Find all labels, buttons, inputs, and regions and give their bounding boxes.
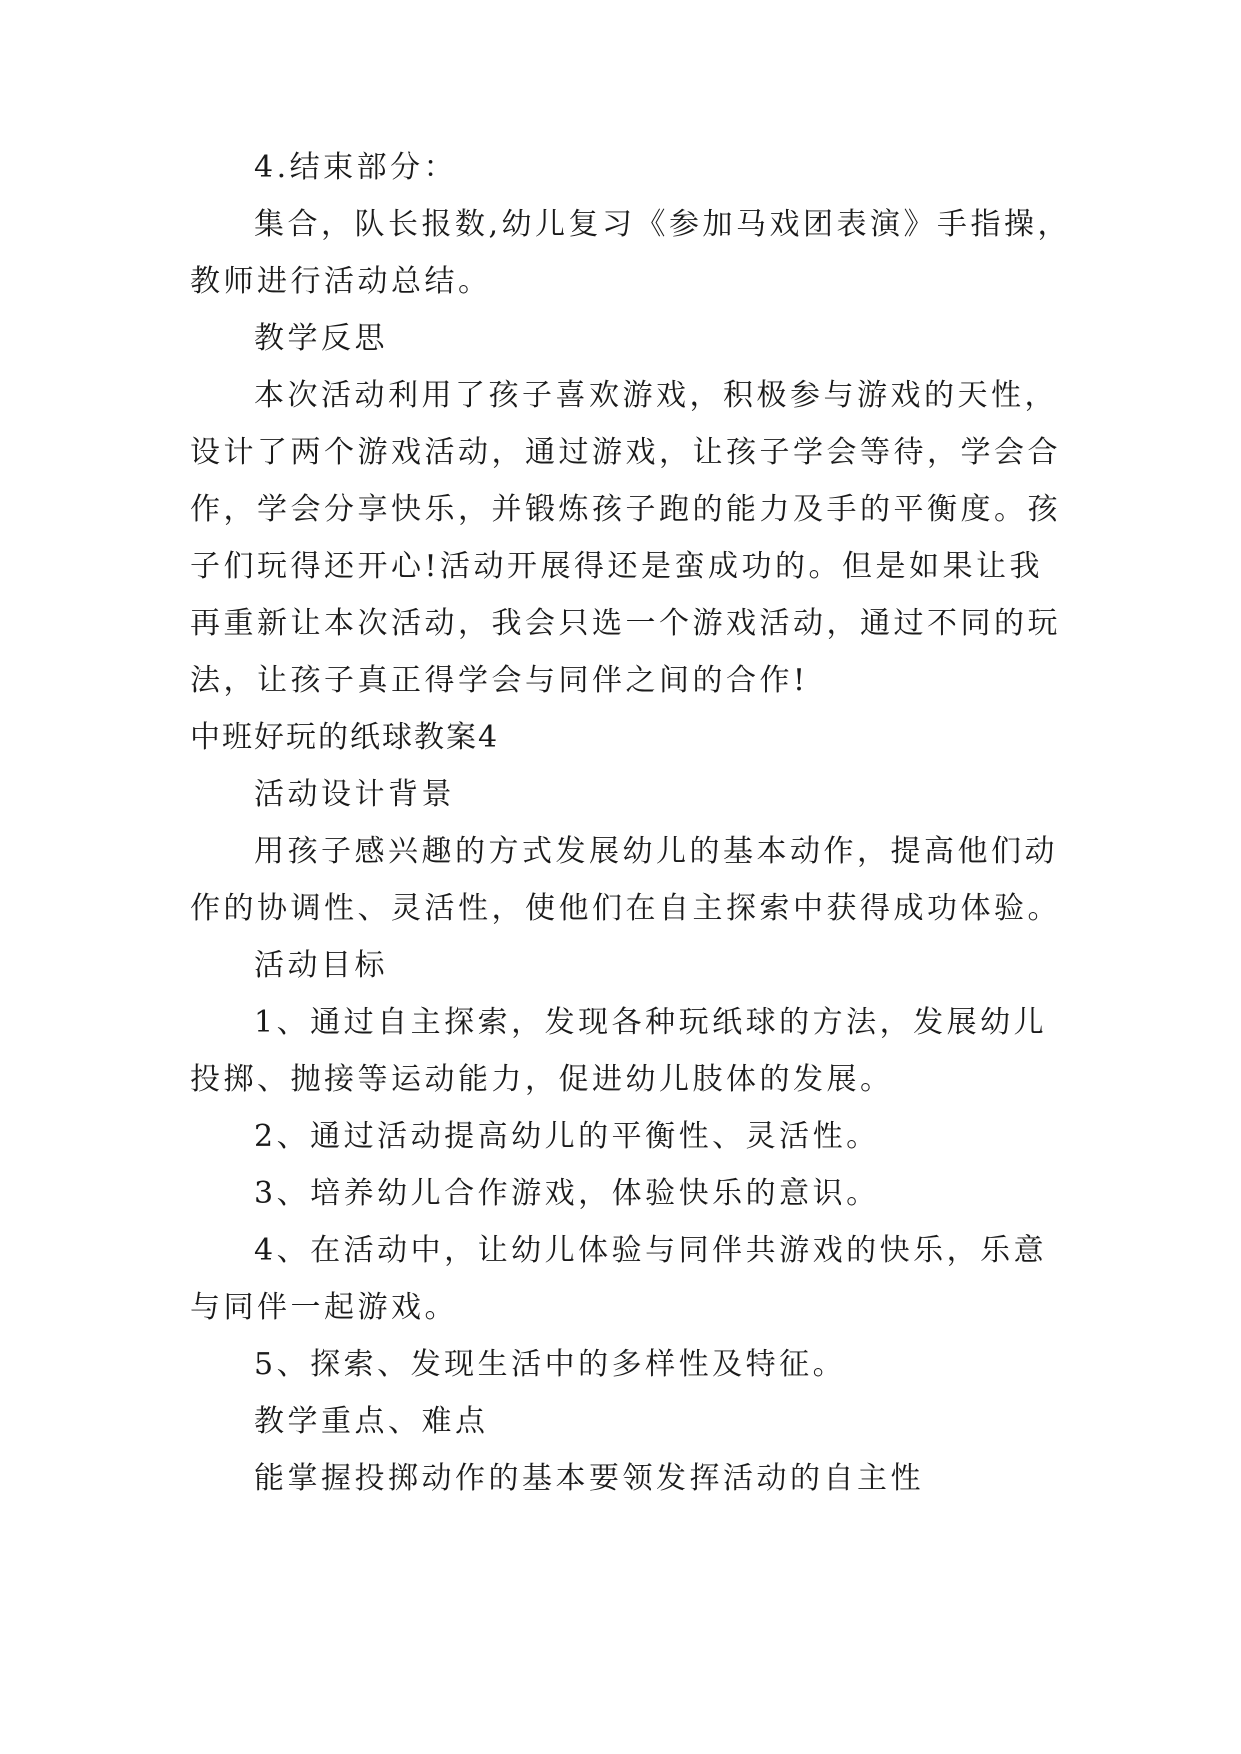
objective-item: 1、通过自主探索，发现各种玩纸球的方法，发展幼儿 — [254, 1005, 1048, 1040]
paragraph-line: 本次活动利用了孩子喜欢游戏，积极参与游戏的天性， — [254, 378, 1058, 413]
objective-item: 2、通过活动提高幼儿的平衡性、灵活性。 — [254, 1119, 880, 1154]
paragraph-line: 集合，队长报数,幼儿复习《参加马戏团表演》手指操， — [254, 207, 1072, 242]
objective-item: 3、培养幼儿合作游戏，体验快乐的意识。 — [254, 1176, 880, 1211]
section-heading-ending: 4.结束部分： — [254, 150, 458, 185]
objective-item: 4、在活动中，让幼儿体验与同伴共游戏的快乐，乐意 — [254, 1233, 1048, 1268]
objective-item: 5、探索、发现生活中的多样性及特征。 — [254, 1347, 847, 1382]
section-heading-objectives: 活动目标 — [254, 948, 388, 983]
section-heading-reflection: 教学反思 — [254, 321, 388, 356]
paragraph-line: 法，让孩子真正得学会与同伴之间的合作! — [190, 663, 809, 698]
objective-item-continued: 投掷、抛接等运动能力，促进幼儿肢体的发展。 — [190, 1062, 894, 1097]
paragraph-line: 子们玩得还开心!活动开展得还是蛮成功的。但是如果让我 — [190, 549, 1044, 584]
paragraph-line: 作，学会分享快乐，并锻炼孩子跑的能力及手的平衡度。孩 — [190, 492, 1061, 527]
paragraph-line: 再重新让本次活动，我会只选一个游戏活动，通过不同的玩 — [190, 606, 1061, 641]
section-heading-key-points: 教学重点、难点 — [254, 1404, 489, 1439]
paragraph-line: 用孩子感兴趣的方式发展幼儿的基本动作，提高他们动 — [254, 834, 1058, 869]
section-heading-background: 活动设计背景 — [254, 777, 455, 812]
paragraph-line: 设计了两个游戏活动，通过游戏，让孩子学会等待，学会合 — [190, 435, 1061, 470]
paragraph-line: 教师进行活动总结。 — [190, 264, 492, 299]
lesson-plan-title: 中班好玩的纸球教案4 — [190, 720, 500, 755]
objective-item-continued: 与同伴一起游戏。 — [190, 1290, 458, 1325]
paragraph-line: 能掌握投掷动作的基本要领发挥活动的自主性 — [254, 1461, 924, 1496]
paragraph-line: 作的协调性、灵活性，使他们在自主探索中获得成功体验。 — [190, 891, 1061, 926]
